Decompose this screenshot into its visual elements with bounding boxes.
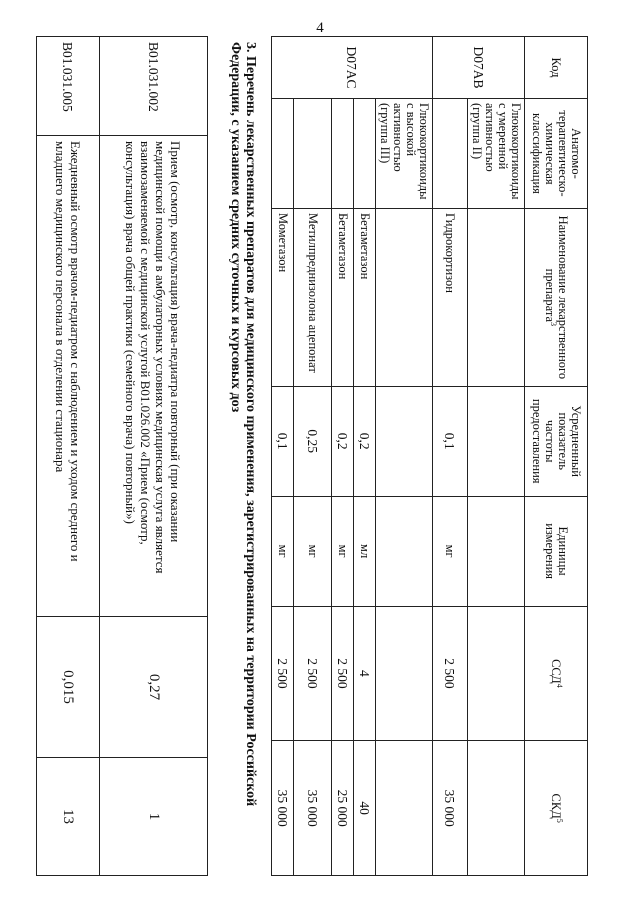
drug-skd: 35 000 [294,741,332,876]
drug-ssd: 2 500 [294,606,332,741]
header-name: Наименование лекарственного препарата$^3$ [525,208,588,386]
group-code: D07AC [272,37,433,99]
header-skd: СКД$^5$ [525,741,588,876]
empty-cell [332,98,354,208]
drug-unit: мг [294,496,332,606]
drug-unit: мг [433,496,468,606]
drug-name: Бетаметазон [354,208,376,386]
drug-unit: мл [354,496,376,606]
drug-unit: мг [272,496,294,606]
header-unit: Единицы измерения [525,496,588,606]
drug-skd: 40 [354,741,376,876]
empty-cell [376,208,433,386]
header-ssd: ССД$^4$ [525,606,588,741]
header-frequency: Усредненный показатель частоты предоставления [525,386,588,496]
drug-ssd: 4 [354,606,376,741]
table-row [376,37,433,876]
drug-unit: мг [332,496,354,606]
service-description: Прием (осмотр, консультация) врача-педиатра повторный (при оказании медицинской помощи в амбулаторных условиях медицинская услуга является взаимозаменяемой с медицинской услугой B01.026.002 «Прием (осмотр, консультация) врача общей практики (семейного врача) повторный») [100,136,208,617]
drug-frequency: 0,2 [332,386,354,496]
drug-table-header-row [525,37,588,876]
drug-table [271,36,588,876]
rotated-content [53,36,588,876]
empty-cell [433,98,468,208]
group-atc: Глюкокортикоиды с высокой активностью (группа III) [376,98,433,208]
empty-cell [376,386,433,496]
drug-frequency: 0,1 [272,386,294,496]
page-number: 4 [316,20,324,36]
table-row [468,37,525,876]
services-table [36,36,208,876]
drug-frequency: 0,25 [294,386,332,496]
empty-cell [376,606,433,741]
empty-cell [354,98,376,208]
drug-name: Бетаметазон [332,208,354,386]
drug-ssd: 2 500 [433,606,468,741]
empty-cell [294,98,332,208]
drug-frequency: 0,1 [433,386,468,496]
empty-cell [272,98,294,208]
drug-name: Гидрокортизон [433,208,468,386]
service-description: Ежедневный осмотр врачом-педиатром с наблюдением и уходом среднего и младшего медицинского персонала в отделении стационара [37,136,100,617]
empty-cell [376,741,433,876]
drug-skd: 25 000 [332,741,354,876]
drug-frequency: 0,2 [354,386,376,496]
drug-ssd: 2 500 [272,606,294,741]
table-row [272,37,294,876]
group-code: D07AB [433,37,525,99]
service-frequency: 0,27 [100,617,208,758]
drug-skd: 35 000 [433,741,468,876]
service-multiplicity: 13 [37,758,100,876]
service-code: B01.031.002 [100,37,208,136]
drug-name: Метилпреднизолона ацепонат [294,208,332,386]
section-title: 3. Перечень лекарственных препаратов для медицинского применения, зарегистрированных на территории Российской Федерации, с указанием средних суточных и курсовых доз [228,42,258,807]
empty-cell [468,741,525,876]
service-multiplicity: 1 [100,758,208,876]
drug-ssd: 2 500 [332,606,354,741]
service-code: B01.031.005 [37,37,100,136]
drug-name: Мометазон [272,208,294,386]
empty-cell [376,496,433,606]
table-row [100,37,208,876]
empty-cell [468,208,525,386]
empty-cell [468,496,525,606]
drug-skd: 35 000 [272,741,294,876]
table-row [332,37,354,876]
table-row [354,37,376,876]
table-row [294,37,332,876]
empty-cell [468,606,525,741]
empty-cell [468,386,525,496]
header-code: Код [525,37,588,99]
table-row [433,37,468,876]
header-atc: Анатомо-терапевтическо-химическая классификация [525,98,588,208]
service-frequency: 0,015 [37,617,100,758]
group-atc: Глюкокортикоиды с умеренной активностью (группа II) [468,98,525,208]
table-row [37,37,100,876]
